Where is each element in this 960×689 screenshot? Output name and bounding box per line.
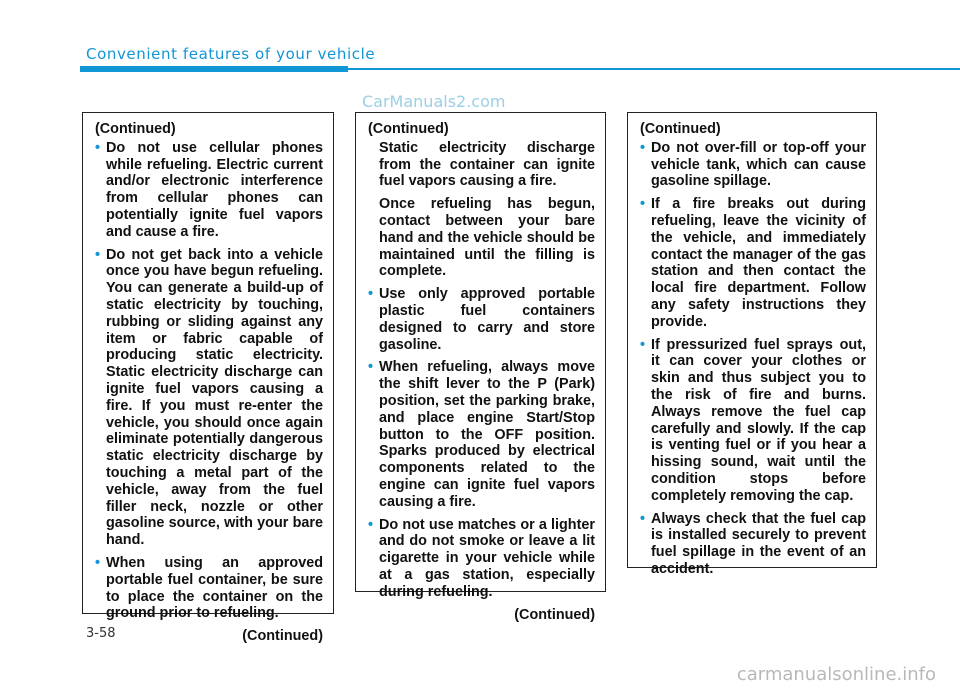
header-accent-bar	[80, 66, 348, 72]
continued-label-bottom: (Continued)	[514, 606, 595, 623]
continued-label-bottom: (Continued)	[242, 628, 323, 645]
bullet-list	[640, 140, 866, 578]
list-item: • Do not over-fill or top-off your vehicle tank, which can cause gasoline spillage.	[640, 140, 866, 190]
header-rule	[348, 68, 960, 70]
paragraph: Static electricity discharge from the container can ignite fuel vapors causing a fire.	[379, 139, 595, 190]
watermark-bottom: carmanualsonline.info	[736, 664, 936, 685]
list-item: • When using an approved portable fuel container, be sure to place the container on the ground prior to refueling.	[95, 555, 323, 622]
bullet-list	[368, 286, 595, 600]
paragraph: Once refueling has begun, contact between your bare hand and the vehicle should be maintained until the filling is complete.	[379, 196, 595, 280]
list-item: • When refueling, always move the shift lever to the P (Park) position, set the parking brake, and place engine Start/Stop button to the OFF position. Sparks produced by electrical components related to the engine can ignite fuel vapors causing a fire.	[368, 359, 595, 510]
list-item: • Do not get back into a vehicle once you have begun refueling. You can generate a build-up of static electricity by touching, rubbing or sliding against any item or fabric capable of producing static electricity. Static electricity discharge can ignite fuel vapors causing a fire. If you must re-enter the vehicle, you should once again eliminate potentially dangerous static electricity discharge by touching a metal part of the vehicle, away from the fuel filler neck, nozzle or other gasoline source, with your bare hand.	[95, 247, 323, 549]
continued-label-top: (Continued)	[95, 121, 176, 137]
list-item: • If a fire breaks out during refueling, leave the vicinity of the vehicle, and immediately contact the manager of the gas station and then contact the local fire department. Follow any safety instructions they provide.	[640, 196, 866, 330]
watermark-top: CarManuals2.com	[362, 92, 506, 111]
bullet-list	[95, 140, 323, 622]
continued-label-top: (Continued)	[368, 121, 449, 137]
warning-box-2	[355, 112, 606, 623]
list-item: • Always check that the fuel cap is installed securely to prevent fuel spillage in the event of an accident.	[640, 511, 866, 578]
continued-label-top: (Continued)	[640, 121, 721, 137]
page-number: 3-58	[86, 626, 116, 641]
list-item: • Use only approved portable plastic fuel containers designed to carry and store gasoline.	[368, 286, 595, 353]
list-item: • Do not use cellular phones while refueling. Electric current and/or electronic interference from cellular phones can potentially ignite fuel vapors and cause a fire.	[95, 140, 323, 241]
section-title: Convenient features of your vehicle	[86, 45, 376, 63]
list-item: • Do not use matches or a lighter and do not smoke or leave a lit cigarette in your vehicle while at a gas station, especially during refueling.	[368, 517, 595, 601]
warning-box-3	[627, 112, 877, 577]
list-item: • If pressurized fuel sprays out, it can cover your clothes or skin and thus subject you to the risk of fire and burns. Always remove the fuel cap carefully and slowly. If the cap is venting fuel or if you hear a hissing sound, wait until the condition stops before completely removing the cap.	[640, 337, 866, 505]
